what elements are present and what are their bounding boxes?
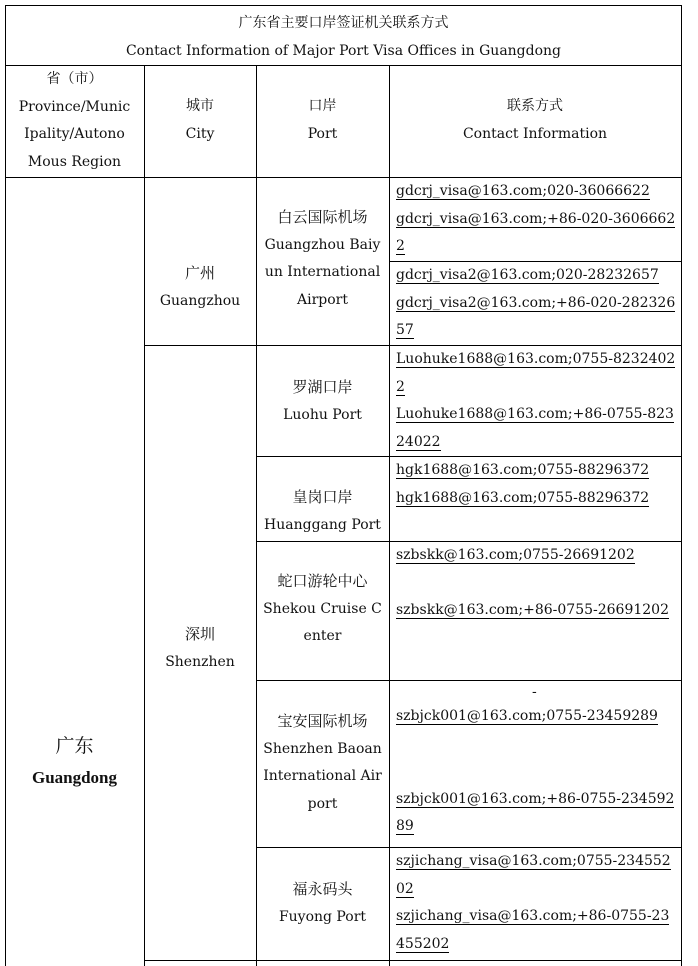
contact-baiyun-1 (396, 178, 676, 261)
email-contact: szjichang_visa@163.com;+86-0755-23 (396, 908, 670, 924)
header-contact: 联系方式 Contact Information (462, 98, 608, 142)
province-cell: 广东 Guangdong (31, 735, 118, 787)
email-contact: szbjck001@163.com;0755-23459289 (396, 708, 658, 724)
email-contact: Luohuke1688@163.com;0755-8232402 (396, 351, 676, 367)
header-city: 城市 City (185, 98, 215, 142)
column-divider (389, 65, 390, 966)
email-contact: 02 (396, 880, 414, 897)
email-contact: szjichang_visa@163.com;0755-234552 (396, 853, 671, 869)
email-contact: szbjck001@163.com;+86-0755-234592 (396, 790, 675, 807)
table-border-top (5, 5, 682, 6)
header-province: 省（市） Province/Munic Ipality/Autono Mous Region (18, 71, 131, 170)
column-divider (144, 65, 145, 966)
email-contact: gdcrj_visa@163.com;020-36066622 (396, 183, 650, 199)
contact-luohu (396, 346, 676, 456)
table-title-en: Contact Information of Major Port Visa Offices in Guangdong (125, 43, 562, 59)
baoan-dash: - (532, 684, 537, 700)
email-contact: hgk1688@163.com;0755-88296372 (396, 462, 650, 478)
port-huanggang: 皇岗口岸 Huanggang Port (264, 488, 381, 533)
header-port: 口岸 Port (307, 98, 338, 142)
email-contact: Luohuke1688@163.com;+86-0755-823 (396, 406, 674, 422)
email-contact: szbskk@163.com;+86-0755-26691202 (396, 602, 669, 618)
port-baoan: 宝安国际机场 Shenzhen Baoan International Air port (263, 712, 382, 812)
email-contact: szbskk@163.com;0755-26691202 (396, 547, 635, 563)
contact-shekou (396, 542, 676, 625)
email-contact: gdcrj_visa2@163.com;020-28232657 (396, 267, 659, 283)
email-contact: 455202 (396, 935, 450, 952)
table-title-zh: 广东省主要口岸签证机关联系方式 (238, 15, 449, 31)
port-fuyong: 福永码头 Fuyong Port (278, 880, 367, 925)
contact-baoan (396, 681, 676, 841)
row-divider (144, 960, 682, 961)
port-baiyun: 白云国际机场 Guangzhou Baiy un International Airport (264, 208, 381, 308)
city-shenzhen: 深圳 Shenzhen (165, 625, 235, 670)
email-contact: gdcrj_visa@163.com;+86-020-3606662 (396, 210, 676, 227)
city-guangzhou: 广州 Guangzhou (159, 264, 241, 309)
email-contact: 89 (396, 818, 414, 834)
port-shekou: 蛇口游轮中心 Shekou Cruise C enter (263, 572, 382, 644)
table-border-right (681, 5, 682, 966)
contact-huanggang (396, 457, 676, 512)
email-contact: 2 (396, 378, 405, 395)
email-contact: 57 (396, 322, 414, 338)
email-contact: 2 (396, 238, 405, 254)
port-luohu: 罗湖口岸 Luohu Port (283, 378, 362, 423)
contact-fuyong (396, 848, 676, 958)
email-contact: hgk1688@163.com;0755-88296372 (396, 489, 650, 506)
email-contact: gdcrj_visa2@163.com;+86-020-282326 (396, 294, 676, 311)
email-contact: 24022 (396, 433, 441, 450)
contact-baiyun-2 (396, 262, 676, 345)
